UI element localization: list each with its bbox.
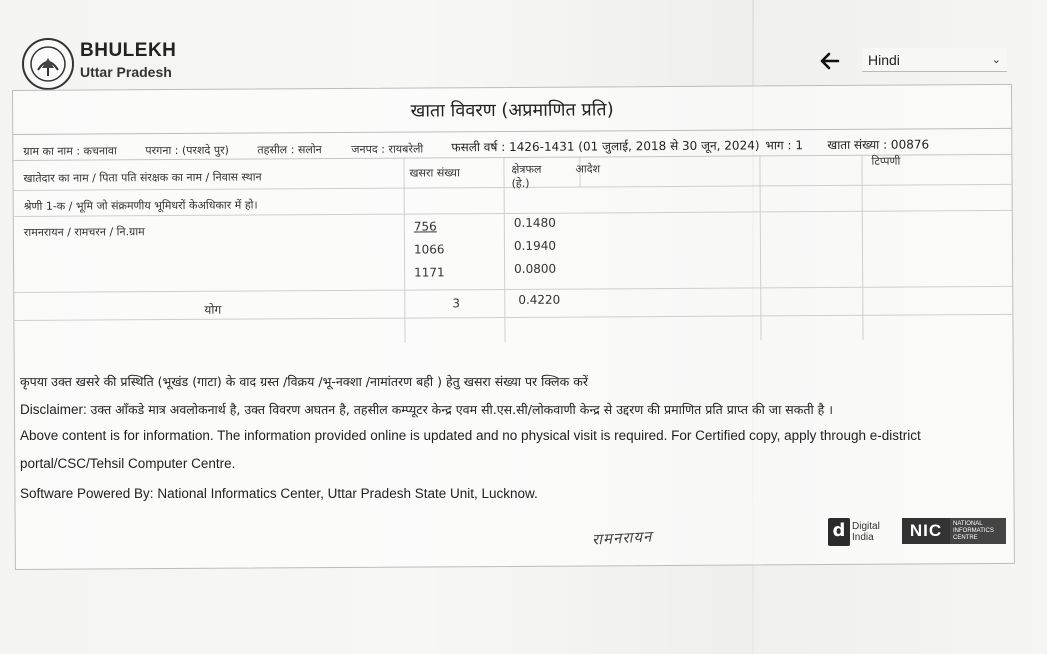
back-arrow-icon[interactable] [820, 52, 840, 70]
language-select[interactable] [862, 48, 1007, 72]
khasra-link[interactable]: 756 [413, 219, 437, 234]
brand-state: Uttar Pradesh [80, 64, 172, 80]
powered-label: Software Powered By: [20, 486, 154, 501]
click-note: कृपया उक्त खसरे की प्रस्थिति (भूखंड (गाटा) के वाद ग्रस्त /विक्रय /भू-नक्शा /नामांतरण बही ) हेतु खसरा संख्या पर क्लिक करें [20, 374, 588, 389]
meta-village: ग्राम का नाम : कचनावा [23, 144, 117, 158]
digital-india-logo [828, 518, 880, 546]
digital-india-bottom: India [852, 532, 874, 543]
khasra-link[interactable]: 1171 [414, 265, 445, 280]
meta-pargana: परगना : (परशदे पुर) [145, 143, 229, 158]
header-remark: टिप्पणी [871, 154, 901, 168]
meta-district: जनपद : रायबरेली [351, 142, 424, 156]
plot-area: 0.1480 [513, 215, 556, 230]
meta-tehsil: तहसील : सलोन [257, 143, 322, 157]
info-line-1: Above content is for information. The information provided online is updated and no physical visit is required. For Certified copy, apply through e-district [20, 428, 921, 443]
chevron-down-icon: ⌄ [991, 54, 1001, 66]
digital-india-icon: d [828, 518, 850, 546]
nic-abbr: NIC [902, 518, 950, 544]
notes-section [20, 372, 1000, 504]
header-khasra: खसरा संख्या [409, 166, 460, 180]
category-text: श्रेणी 1-क / भूमि जो संक्रमणीय भूमिधरों केअधिकार में हो। [23, 198, 258, 213]
brand [80, 40, 176, 80]
khasra-link[interactable]: 1066 [413, 242, 445, 257]
table-row [14, 211, 1012, 293]
up-emblem-logo [22, 38, 74, 90]
powered-text: National Informatics Center, Uttar Pradesh State Unit, Lucknow. [157, 486, 538, 501]
plot-area: 0.1940 [513, 238, 557, 253]
total-count: 3 [452, 296, 460, 311]
meta-khata: खाता संख्या : 00876 [827, 137, 930, 153]
disclaimer-label: Disclaimer: [20, 402, 87, 417]
owner-name: रामनरायन / रामचरन / नि.ग्राम [23, 225, 145, 239]
info-line-2: portal/CSC/Tehsil Computer Centre. [20, 456, 236, 471]
meta-bhag: भाग : 1 [765, 138, 804, 153]
header-area: क्षेत्रफल [511, 162, 542, 176]
disclaimer [20, 400, 1000, 420]
handwritten-signature: रामनरायन [591, 527, 653, 549]
brand-name: BHULEKH [80, 40, 177, 61]
language-select-value: Hindi [868, 51, 900, 68]
powered-by [20, 484, 1000, 504]
header-area-unit: (हे.) [511, 176, 530, 190]
plot-area: 0.0800 [514, 261, 557, 276]
meta-fasli: फसली वर्ष : 1426-1431 (01 जुलाई, 2018 से 30 जून, 2024) [451, 138, 760, 155]
nic-logo [902, 518, 1006, 544]
emblem-icon [28, 44, 68, 84]
disclaimer-text: उक्त आँकडे मात्र अवलोकनार्थ है, उक्त विवरण अघतन है, तहसील कम्प्यूटर केन्द्र एवम सी.एस.सी/लोकवाणी केन्द्र से उद्दरण की प्रमाणित प्रति प्राप्त की जा सकती है । [90, 402, 834, 417]
total-area: 0.4220 [518, 292, 561, 307]
total-label: योग [204, 302, 222, 317]
header-owner: खातेदार का नाम / पिता पति संरक्षक का नाम / निवास स्थान [23, 170, 262, 185]
header-order: आदेश [575, 162, 601, 176]
document-title: खाता विवरण (अप्रमाणित प्रति) [13, 85, 1011, 135]
digital-india-top: Digital [852, 521, 880, 532]
khata-table [13, 155, 1012, 345]
nic-full: NATIONAL INFORMATICS CENTRE [950, 518, 1006, 544]
